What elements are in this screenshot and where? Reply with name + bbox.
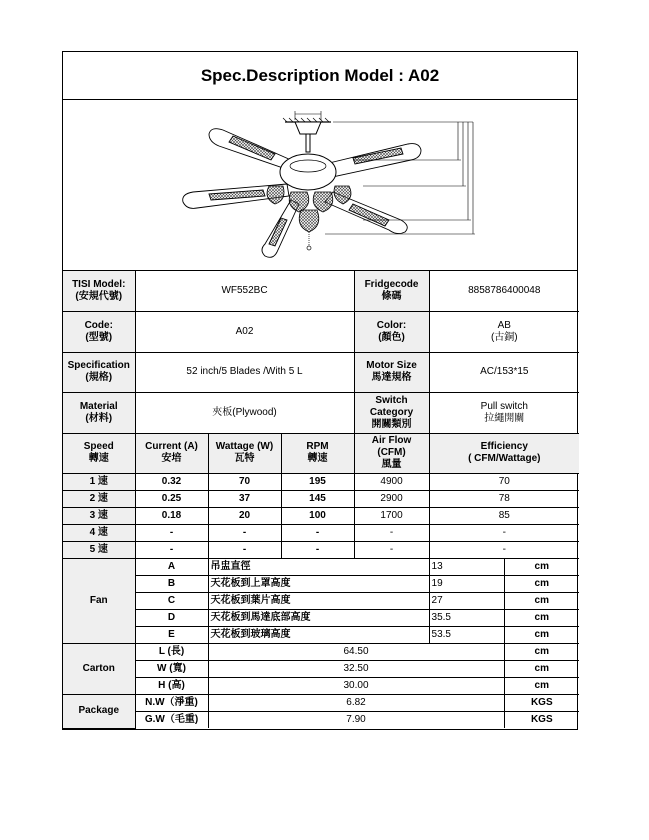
switch-category-value: Pull switch 拉繩開關 <box>429 392 579 433</box>
tisi-value: WF552BC <box>135 271 354 311</box>
table-row <box>63 626 579 643</box>
rpm-header: RPM 轉速 <box>281 433 354 473</box>
carton-key-cell: L (長) <box>135 643 208 660</box>
fan-desc-cell: 天花板到玻璃高度 <box>208 626 429 643</box>
airflow-cell: - <box>354 541 429 558</box>
specification-label: Specification (規格) <box>63 352 135 392</box>
current-cell: 0.32 <box>135 473 208 490</box>
table-row <box>63 507 579 524</box>
efficiency-cell: 85 <box>429 507 579 524</box>
efficiency-cell: 70 <box>429 473 579 490</box>
spec-sheet <box>62 51 578 730</box>
carton-value-cell: 30.00 <box>208 677 504 694</box>
table-row <box>63 677 579 694</box>
wattage-cell: 20 <box>208 507 281 524</box>
fan-key-cell: C <box>135 592 208 609</box>
fan-label: Fan <box>63 558 135 643</box>
speed-cell: 1 速 <box>63 473 135 490</box>
carton-value-cell: 64.50 <box>208 643 504 660</box>
table-row <box>63 711 579 728</box>
package-key-cell: G.W（毛重) <box>135 711 208 728</box>
fan-key-cell: E <box>135 626 208 643</box>
airflow-cell: - <box>354 524 429 541</box>
tisi-label: TISI Model: (安規代號) <box>63 271 135 311</box>
fridgecode-label: Fridgecode 條碼 <box>354 271 429 311</box>
code-value: A02 <box>135 311 354 352</box>
switch-category-label: Switch Category 開關類別 <box>354 392 429 433</box>
table-row <box>63 558 579 575</box>
motor-size-label: Motor Size 馬達規格 <box>354 352 429 392</box>
unit-cell: KGS <box>504 711 579 728</box>
unit-cell: cm <box>504 626 579 643</box>
color-label: Color: (顏色) <box>354 311 429 352</box>
unit-cell: cm <box>504 677 579 694</box>
rpm-cell: - <box>281 524 354 541</box>
rpm-cell: 145 <box>281 490 354 507</box>
rpm-cell: 100 <box>281 507 354 524</box>
carton-key-cell: H (高) <box>135 677 208 694</box>
fan-desc-cell: 天花板到上罩高度 <box>208 575 429 592</box>
unit-cell: cm <box>504 575 579 592</box>
rpm-cell: 195 <box>281 473 354 490</box>
efficiency-cell: - <box>429 524 579 541</box>
table-row <box>63 643 579 660</box>
unit-cell: cm <box>504 592 579 609</box>
rpm-cell: - <box>281 541 354 558</box>
airflow-cell: 4900 <box>354 473 429 490</box>
fan-desc-cell: 吊盅直徑 <box>208 558 429 575</box>
speed-cell: 4 速 <box>63 524 135 541</box>
unit-cell: cm <box>504 558 579 575</box>
current-header: Current (A) 安培 <box>135 433 208 473</box>
unit-cell: cm <box>504 643 579 660</box>
current-cell: - <box>135 524 208 541</box>
wattage-header: Wattage (W) 瓦特 <box>208 433 281 473</box>
fan-value-cell: 35.5 <box>429 609 504 626</box>
airflow-header: Air Flow (CFM) 風量 <box>354 433 429 473</box>
package-key-cell: N.W（淨重) <box>135 694 208 711</box>
fridgecode-value: 8858786400048 <box>429 271 579 311</box>
fan-value-cell: 27 <box>429 592 504 609</box>
table-row <box>63 524 579 541</box>
color-value: AB (古銅) <box>429 311 579 352</box>
unit-cell: cm <box>504 660 579 677</box>
current-cell: - <box>135 541 208 558</box>
airflow-cell: 2900 <box>354 490 429 507</box>
table-row <box>63 660 579 677</box>
table-row <box>63 490 579 507</box>
package-value-cell: 7.90 <box>208 711 504 728</box>
fan-key-cell: A <box>135 558 208 575</box>
fan-desc-cell: 天花板到葉片高度 <box>208 592 429 609</box>
table-row <box>63 541 579 558</box>
ceiling-fan-drawing <box>63 100 577 270</box>
fan-key-cell: D <box>135 609 208 626</box>
spec-table <box>63 271 579 729</box>
efficiency-cell: - <box>429 541 579 558</box>
code-label: Code: (型號) <box>63 311 135 352</box>
efficiency-cell: 78 <box>429 490 579 507</box>
fan-value-cell: 53.5 <box>429 626 504 643</box>
speed-cell: 2 速 <box>63 490 135 507</box>
motor-size-value: AC/153*15 <box>429 352 579 392</box>
table-row <box>63 592 579 609</box>
package-label: Package <box>63 694 135 728</box>
fan-key-cell: B <box>135 575 208 592</box>
page-title: Spec.Description Model : A02 <box>63 52 577 100</box>
table-row <box>63 609 579 626</box>
wattage-cell: 37 <box>208 490 281 507</box>
current-cell: 0.25 <box>135 490 208 507</box>
speed-header: Speed 轉速 <box>63 433 135 473</box>
table-row <box>63 473 579 490</box>
airflow-cell: 1700 <box>354 507 429 524</box>
unit-cell: cm <box>504 609 579 626</box>
wattage-cell: - <box>208 541 281 558</box>
wattage-cell: 70 <box>208 473 281 490</box>
material-label: Material (材料) <box>63 392 135 433</box>
carton-value-cell: 32.50 <box>208 660 504 677</box>
fan-diagram <box>63 100 577 271</box>
speed-cell: 3 速 <box>63 507 135 524</box>
wattage-cell: - <box>208 524 281 541</box>
table-row <box>63 575 579 592</box>
fan-desc-cell: 天花板到馬達底部高度 <box>208 609 429 626</box>
current-cell: 0.18 <box>135 507 208 524</box>
specification-value: 52 inch/5 Blades /With 5 L <box>135 352 354 392</box>
fan-value-cell: 19 <box>429 575 504 592</box>
table-row <box>63 694 579 711</box>
package-value-cell: 6.82 <box>208 694 504 711</box>
carton-key-cell: W (寬) <box>135 660 208 677</box>
efficiency-header: Efficiency ( CFM/Wattage) <box>429 433 579 473</box>
material-value: 夾板(Plywood) <box>135 392 354 433</box>
speed-cell: 5 速 <box>63 541 135 558</box>
carton-label: Carton <box>63 643 135 694</box>
fan-value-cell: 13 <box>429 558 504 575</box>
unit-cell: KGS <box>504 694 579 711</box>
